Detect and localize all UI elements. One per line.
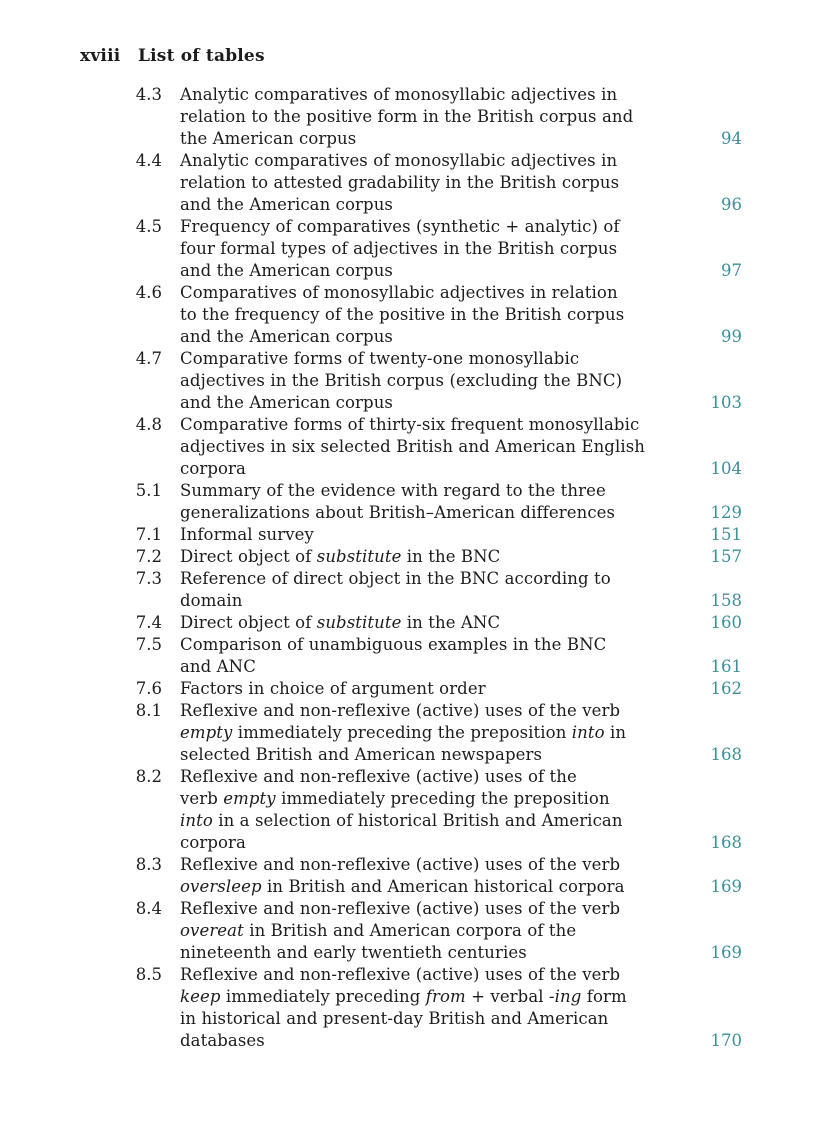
table-number: 7.4 [135,613,162,632]
table-title [180,634,650,678]
table-title-line: Reflexive and non-reflexive (active) uses of the verb [180,855,621,874]
table-entry[interactable] [120,524,770,546]
table-title-line: relation to the positive form in the British corpus and [180,107,634,126]
table-entry[interactable] [120,150,770,216]
table-title-line: Comparative forms of thirty-six frequent monosyllabic [180,415,640,434]
table-entry[interactable] [120,964,770,1052]
page-number-link[interactable]: 169 [710,877,742,896]
table-title-line: and the American corpus [180,393,393,412]
table-title-line: Analytic comparatives of monosyllabic adjectives in [180,151,618,170]
table-title [180,282,650,348]
table-number: 8.4 [135,899,162,918]
table-title-line: to the frequency of the positive in the British corpus [180,305,625,324]
table-number: 4.8 [135,415,162,434]
table-number: 4.3 [135,85,162,104]
table-number: 8.3 [135,855,162,874]
table-number: 5.1 [135,481,162,500]
running-head [80,46,265,66]
table-title [180,766,650,854]
table-title-line: and the American corpus [180,195,393,214]
table-title-line: selected British and American newspapers [180,745,543,764]
page-number-link[interactable]: 169 [710,943,742,962]
table-number: 7.5 [135,635,162,654]
table-number: 4.7 [135,349,162,368]
page-number-link[interactable]: 103 [710,393,742,412]
table-number: 7.1 [135,525,162,544]
table-title-line: corpora [180,459,246,478]
table-entry[interactable] [120,612,770,634]
table-entry[interactable] [120,216,770,282]
table-title-line: oversleep in British and American historical corpora [180,877,625,896]
table-title-line: adjectives in six selected British and American English [180,437,646,456]
table-entry[interactable] [120,414,770,480]
table-number: 4.4 [135,151,162,170]
page-number-link[interactable]: 97 [721,261,742,280]
table-entry[interactable] [120,898,770,964]
table-number: 4.6 [135,283,162,302]
table-number: 7.2 [135,547,162,566]
table-title [180,964,650,1052]
table-title-line: four formal types of adjectives in the British corpus [180,239,618,258]
table-title [180,546,650,568]
table-entry[interactable] [120,84,770,150]
table-title-line: overeat in British and American corpora of the [180,921,577,940]
page-title: List of tables [138,46,265,66]
table-title-line: corpora [180,833,246,852]
list-of-tables [120,84,770,1052]
table-title-line: and the American corpus [180,261,393,280]
page-number-link[interactable]: 162 [710,679,742,698]
table-title [180,414,650,480]
table-title-line: Analytic comparatives of monosyllabic adjectives in [180,85,618,104]
table-number: 7.6 [135,679,162,698]
table-title-line: Summary of the evidence with regard to the three [180,481,606,500]
page-number-link[interactable]: 168 [710,833,742,852]
table-entry[interactable] [120,854,770,898]
table-entry[interactable] [120,546,770,568]
table-title [180,612,650,634]
table-title-line: Informal survey [180,525,314,544]
table-entry[interactable] [120,634,770,678]
page-number-link[interactable]: 96 [721,195,742,214]
table-number: 8.1 [135,701,162,720]
table-title-line: Comparison of unambiguous examples in the BNC [180,635,607,654]
table-entry[interactable] [120,678,770,700]
table-title-line: Comparatives of monosyllabic adjectives in relation [180,283,618,302]
page-number-link[interactable]: 104 [710,459,742,478]
table-title-line: Reference of direct object in the BNC according to [180,569,611,588]
page-folio: xviii [80,46,121,66]
table-title-line: Frequency of comparatives (synthetic + analytic) of [180,217,620,236]
table-title-line: Comparative forms of twenty-one monosyllabic [180,349,580,368]
table-title-line: into in a selection of historical British and American [180,811,623,830]
table-entry[interactable] [120,480,770,524]
table-title-line: Direct object of substitute in the BNC [180,547,501,566]
page-number-link[interactable]: 129 [710,503,742,522]
table-title-line: Reflexive and non-reflexive (active) uses of the verb [180,899,621,918]
table-entry[interactable] [120,568,770,612]
table-entry[interactable] [120,766,770,854]
table-title [180,524,650,546]
table-title-line: verb empty immediately preceding the preposition [180,789,610,808]
table-title-line: databases [180,1031,265,1050]
page-number-link[interactable]: 170 [710,1031,742,1050]
table-title [180,84,650,150]
table-title [180,150,650,216]
table-number: 4.5 [135,217,162,236]
table-title [180,678,650,700]
table-title-line: generalizations about British–American differences [180,503,616,522]
table-title [180,700,650,766]
table-title [180,348,650,414]
table-title-line: and the American corpus [180,327,393,346]
page-number-link[interactable]: 168 [710,745,742,764]
table-title-line: nineteenth and early twentieth centuries [180,943,527,962]
page-number-link[interactable]: 94 [721,129,742,148]
table-title [180,480,650,524]
page-number-link[interactable]: 151 [710,525,742,544]
table-number: 7.3 [135,569,162,588]
table-title-line: empty immediately preceding the preposition into in [180,723,627,742]
table-title [180,568,650,612]
table-title-line: and ANC [180,657,256,676]
page-number-link[interactable]: 157 [710,547,742,566]
table-entry[interactable] [120,348,770,414]
table-number: 8.2 [135,767,162,786]
table-title-line: Reflexive and non-reflexive (active) uses of the verb [180,701,621,720]
table-title [180,854,650,898]
page-number-link[interactable]: 160 [710,613,742,632]
page-number-link[interactable]: 158 [710,591,742,610]
table-title-line: domain [180,591,243,610]
table-title-line: in historical and present-day British and American [180,1009,609,1028]
page-number-link[interactable]: 161 [710,657,742,676]
table-title-line: Factors in choice of argument order [180,679,486,698]
table-title-line: Direct object of substitute in the ANC [180,613,501,632]
table-title-line: adjectives in the British corpus (excluding the BNC) [180,371,623,390]
table-title-line: Reflexive and non-reflexive (active) uses of the [180,767,577,786]
table-title-line: relation to attested gradability in the British corpus [180,173,620,192]
page-number-link[interactable]: 99 [721,327,742,346]
table-entry[interactable] [120,700,770,766]
table-title-line: the American corpus [180,129,357,148]
table-title-line: Reflexive and non-reflexive (active) uses of the verb [180,965,621,984]
table-entry[interactable] [120,282,770,348]
table-number: 8.5 [135,965,162,984]
table-title [180,216,650,282]
table-title [180,898,650,964]
table-title-line: keep immediately preceding from + verbal -ing form [180,987,627,1006]
